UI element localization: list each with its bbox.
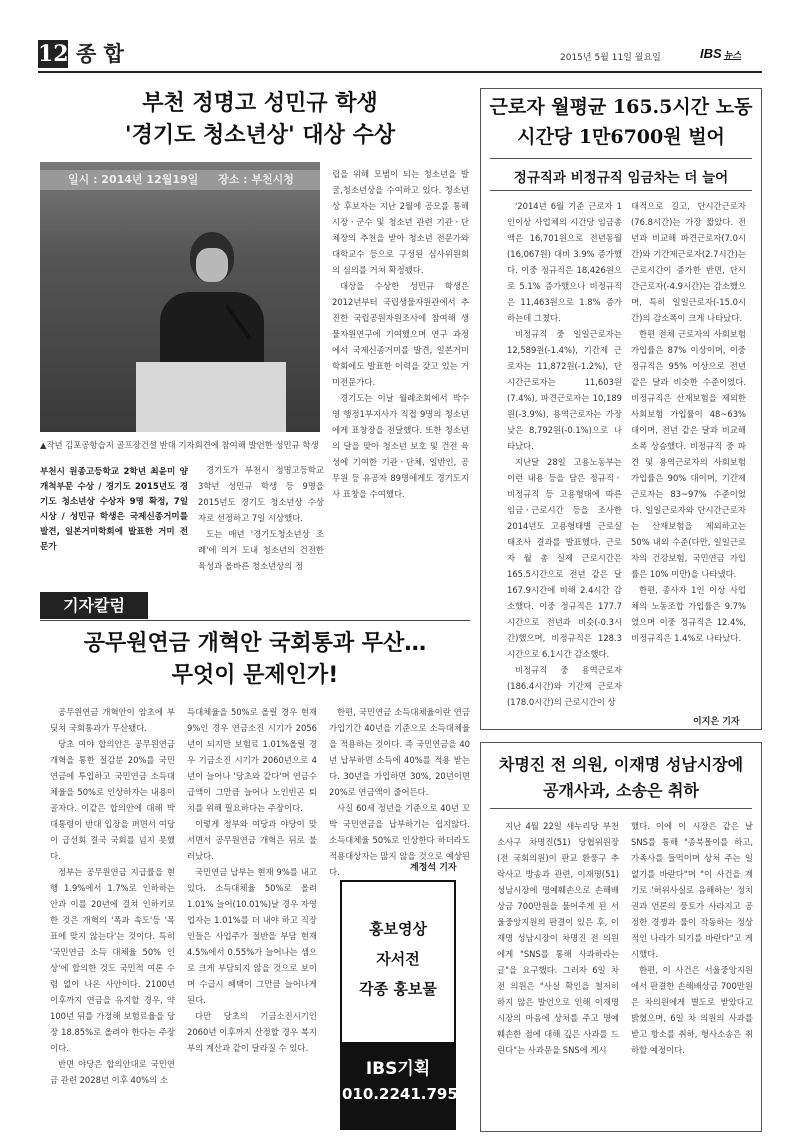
article1-column1 <box>198 462 324 574</box>
right-article2-column2 <box>631 818 753 1058</box>
paragraph: 반면 야당은 합의안대로 국민연금 관련 2028년 이후 40%의 소 <box>50 1059 175 1085</box>
ibs-logo <box>700 46 741 61</box>
ad-line2: 자서전 <box>376 950 420 968</box>
photo-banner-place: 장소 : 부천시청 <box>218 173 294 186</box>
photo-caption: ▲작년 김포공항습지 골프장건설 반대 기자회견에 참여해 발언한 성민규 학생 <box>40 440 319 450</box>
paragraph: 이렇게 정부와 여당과 야당이 맞서면서 공무원연금 개혁은 뒤로 불러났다. <box>187 819 317 861</box>
paragraph: 경기도가 부천시 정명고등학교 3학년 성민규 학생 등 9명을 2015년도 경기도 청소년상 수상자로 선정하고 7일 시상했다. <box>198 465 324 523</box>
ad-services <box>342 882 454 1042</box>
column-text-2 <box>187 704 317 1056</box>
photo-banner-date: 일시 : 2014년 12월19일 <box>68 173 199 186</box>
issue-date: 2015년 5월 11일 월요일 <box>560 53 661 63</box>
ad-line3: 각종 홍보물 <box>359 980 437 998</box>
article1-photo <box>40 162 320 432</box>
right-article1-divider <box>490 190 752 191</box>
paragraph: 비정규직 중 용역근로자(186.4시간)와 기간제 근로자(178.0시간)의 근로시간이 상 <box>507 665 622 707</box>
speaker-face <box>196 248 228 282</box>
article1-title-line1: 부천 정명고 성민규 학생 <box>142 91 378 116</box>
article1-headline <box>40 88 480 152</box>
podium <box>136 362 286 432</box>
paragraph: '2014년 6월 기준 근로자 1인이상 사업체의 시간당 임금총액은 16,701원으로 전년동월(16,067원) 대비 3.9% 증가했다. 이중 정규직은 18,426원으로 5.1% 증가했으나 비정규직은 11,463원으로 1.8% 증가하는데 그쳤다. <box>507 201 622 323</box>
photo-banner <box>40 170 320 190</box>
ad-company: IBS기획 <box>365 1059 431 1079</box>
right-article1-headline <box>485 92 757 152</box>
article1-column2 <box>332 166 469 502</box>
right-article1-byline: 이지은 기자 <box>693 717 740 727</box>
right-article2-title-line1: 차명진 전 의원, 이재명 성남시장에 <box>498 755 744 774</box>
paragraph: 한편, 종사자 1인 이상 사업체의 노동조합 가입률은 9.7%였으며 이중 정규직은 12.4%, 비정규직은 1.4%로 나타났다. <box>631 585 746 643</box>
right-article1-column2 <box>631 198 746 646</box>
right-article1-subtitle: 정규직과 비정규직 임금차는 더 늘어 <box>513 170 729 186</box>
logo-sub: 뉴스 <box>723 50 742 60</box>
paragraph: 국민연금 납부는 현재 9%를 내고 있다. 소득대체율 50%로 올려 1.01% 늘어(10.01%)날 경우 자영업자는 1.01%를 더 내야 하고 직장인들은 사업주가 절반을 부담 현재 4.5%에서 0.55%가 늘어나는 셈으로 크게 부담되지 않을 것으로 보이며 수급시 혜택이 그만큼 늘어나게 된다. <box>187 867 317 1005</box>
paragraph: 한편, 국민연금 소득대체율이란 연금 가입기간 40년을 기준으로 소득대체율을 적용하는 것이다. 즉 국민연금을 40년 납부하면 소득에 40%를 적용 받는다. 30년을 가입하면 30%, 20년이면 20%로 연금액이 줄어든다. <box>329 707 470 797</box>
paragraph: 공무원연금 개혁안이 암초에 부딪쳐 국회통과가 무산됐다. <box>50 707 175 733</box>
ad-phone: 010.2241.7950 <box>342 1085 469 1103</box>
paragraph: 지난 4월 22일 새누리당 부천 소사구 차명진(51) 당협위원장(전 국회의원)이 판교 환풍구 추락사고 방송과 관련, 이재명(51) 성남시장에 명예훼손으로 손해배상금 700만원을 물어주게 된 서울중앙지원의 판결이 있은 후, 이재명 성남시장이 차명진 전 의원에게 "SNS를 통해 사과하라는 글"을 요구했다. 그러자 6일 차 전 의원은 "사실 확인을 철저히 하지 않은 발언으로 인해 이재명 시장의 마음에 상처를 주고 명예 훼손한 점에 대해 깊은 사과를 드린다"는 사과문을 SNS에 게시 <box>497 821 619 1055</box>
right-article1-column1 <box>507 198 622 710</box>
paragraph: 한편, 이 사건은 서울중앙지원에서 판결한 손해배상금 700만원은 차의원에게 별도로 받았다고 밝혔으며, 6일 차 의원의 사과를 받고 항소를 취하, 형사소송은 취하할 예정이다. <box>631 965 753 1055</box>
column-label: 기자칼럼 <box>40 592 148 619</box>
right-article1-divider <box>490 158 752 159</box>
ad-line1: 홍보영상 <box>369 920 427 938</box>
column-text-1 <box>50 704 175 1088</box>
paragraph: 정부는 공무원연금 지급률을 현행 1.9%에서 1.7%로 인하하는 안과 이를 20년에 걸쳐 인하키로 한 것은 개혁의 '폭과 속도'등 '목표에 맞지 않는다'는 것이다. 특히 '국민연금 소득 대체율 50% 인상'에 합의한 것도 국민적 여론 수렴 없이 나온 사안이다. 2100년 이후까지 연금을 유지할 경우, 약 100년 뒤를 가정해 보험료율을 당장 18.85%로 올려야 한다는 주장이다. <box>50 867 175 1053</box>
paragraph: 했다. 이에 이 시장은 같은 날 SNS를 통해 "종북몰이를 하고, 가족사를 들먹이며 상처 주는 일 없기를 바란다"며 "이 사건을 계기로 '허위사실로 음해하는' 정치권과 언론의 풍토가 사라지고 공정한 경쟁과 룰이 작동하는 정상적인 나라가 되기를 바란다"고 게시했다. <box>631 821 753 959</box>
paragraph: 경기도는 이날 월례조회에서 박수영 행정1부지사가 직접 9명의 청소년에게 표창장을 전달했다. 또한 청소년의 달을 맞아 청소년 보호 및 건전 육성에 기여한 기관ㆍ단체, 일반인, 공무원 등 유공자 89명에게도 경기도지사 표창을 수여했다. <box>332 393 469 499</box>
column-divider <box>40 620 470 621</box>
advertisement <box>340 880 469 1130</box>
column-title-line1: 공무원연금 개혁안 국회통과 무산… <box>83 631 427 656</box>
column-text-3 <box>329 704 470 880</box>
paragraph: 사실 60세 정년을 기준으로 40년 꼬박 국민연금을 납부하기는 쉽지않다. 소득대체율 50%로 인상한다 하더라도 적용대상자는 많지 않을 것으로 예상된다. <box>329 803 470 877</box>
section-title: 종 합 <box>76 41 124 66</box>
column-byline: 계정석 기자 <box>410 863 457 873</box>
column-title-line2: 무엇이 문제인가! <box>171 663 339 688</box>
page-number: 12 <box>38 41 69 67</box>
paragraph: 당초 여야 합의안은 공무원연금 개혁을 통한 절감분 20%를 국민연금에 투입하고 국민연금 소득대체율을 50%로 인상하자는 내용이 골자다. 이같은 합의안에 대해 박 대통령이 반대 입장을 펴면서 여당이 급선회 결국 국회를 넘지 못했다. <box>50 739 175 861</box>
right-article2-headline <box>485 752 757 804</box>
paragraph: 비정규직 중 일일근로자는 12,589원(-1.4%), 기간제 근로자는 11,872원(-1.2%), 단시간근로자는 11,603원(7.4%), 파견근로자는 10,189원(-3.9%), 용역근로자는 가장 낮은 8,792원(-0.1%)으로 나타났다. <box>507 329 622 451</box>
paragraph: 도는 매년 '경기도청소년상 조례'에 의거 도내 청소년의 건전한 육성과 올바른 청소년상의 정 <box>198 529 324 571</box>
paragraph: 다만 당초의 기금소진시기인 2060년 이후까지 산정할 경우 복지부의 계산과 같이 달라질 수 있다. <box>187 1011 317 1053</box>
paragraph: 대상을 수상한 성민규 학생은 2012년부터 국립생물자원관에서 추진한 국립공원자원조사에 참여해 생물자원연구에 기여했으며 연구 과정에서 국제신종거미를 발견, 일본거미학회에도 발표한 이력을 갖고 있는 거미전문가다. <box>332 281 469 387</box>
paragraph: 한편 전체 근로자의 사회보험 가입률은 87% 이상이며, 이중 정규직은 95% 이상으로 전년 같은 달과 비슷한 수준이었다. 비정규직은 산재보험을 제외한 사회보험 가입률이 48~63% 대이며, 전년 같은 달과 비교해 소폭 상승했다. 비정규직 중 파견 및 용역근로자의 사회보험 가입률은 90% 대이며, 기간제 근로자는 83~97% 수준이었다. 일일근로자와 단시간근로자는 산재보험을 제외하고는 50% 내외 수준(다만, 일일근로자의 건강보험, 국민연금 가입률은 10% 미만)을 나타냈다. <box>631 329 746 579</box>
right-article2-column1 <box>497 818 619 1058</box>
column-headline <box>40 628 470 692</box>
paragraph: 지난달 28일 고용노동부는 이런 내용 등을 담은 정규직ㆍ비정규직 등 고용형태에 따른 임금ㆍ근로시간 등을 조사한 2014년도 고용형태별 근로실태조사 결과를 발표했다. 근로자 월 총 실제 근로시간은 165.5시간으로 전년 같은 달 167.9시간에 비해 2.4시간 감소했다. 이중 정규직은 177.7시간으로 전년과 비슷(-0.3시간)했으며, 비정규직은 128.3시간으로 6.1시간 감소했다. <box>507 457 622 659</box>
right-article1-title-line1: 근로자 월평균 165.5시간 노동 <box>489 96 753 118</box>
article1-summary: 부천시 원종고등학교 2학년 최윤미 양 개척부문 수상 / 경기도 2015년도 경기도 청소년상 수상자 9명 확정, 7일 시상 / 성민규 학생은 국제신종거미를 발견, 일본거미학회에 발표한 거미 전문가 <box>40 467 188 552</box>
right-article2-divider <box>490 808 752 809</box>
ad-contact <box>342 1042 469 1128</box>
paragraph: 득대체율을 50%로 올릴 경우 현재 9%인 경우 연금소진 시기가 2056년이 되지만 보험료 1.01%올릴 경우 기금소진 시기가 2060년으로 4년이 늘어나 '당초와 같다'며 연금수급액이 그만큼 늘어나 노인빈곤 퇴치를 위해 필요하다는 주장이다. <box>187 707 317 813</box>
right-article2-title-line2: 공개사과, 소송은 취하 <box>543 781 699 800</box>
paragraph: 대적으로 길고, 단시간근로자(76.8시간)는 가장 짧았다. 전년과 비교해 파견근로자(7.0시간)와 기간제근로자(2.7시간)는 근로시간이 증가한 반면, 단시간근로자(-4.9시간)는 감소했으며, 특히 일일근로자(-15.0시간)의 감소폭이 크게 나타났다. <box>631 201 746 323</box>
logo-text: IBS <box>700 46 722 61</box>
header-divider <box>38 71 762 73</box>
right-article1-title-line2: 시간당 1만6700원 벌어 <box>517 126 725 148</box>
paragraph: 립을 위해 모범이 되는 청소년을 발굴,청소년상을 수여하고 있다. 청소년상 후보자는 지난 2월에 공모를 통해 시장ㆍ군수 및 청소년 관련 기관ㆍ단체장의 추천을 받아 청소년 전문가와 대학교수 등으로 구성된 심사위원회의 심의를 거쳐 확정됐다. <box>332 169 469 275</box>
article1-title-line2: '경기도 청소년상' 대상 수상 <box>124 123 396 148</box>
